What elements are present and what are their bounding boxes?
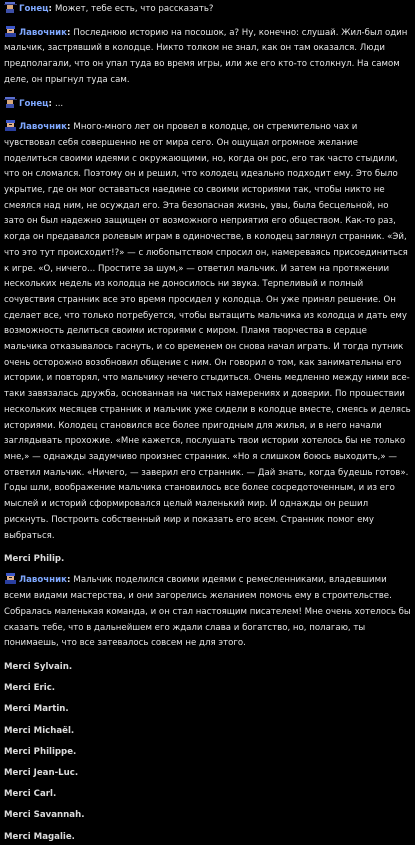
credit-line: Merci Magalie.	[4, 831, 75, 842]
speaker-colon: :	[66, 575, 74, 586]
merchant-portrait-icon	[4, 97, 17, 108]
credit-line: Merci Martin.	[4, 704, 69, 715]
speaker-name: Лавочник	[19, 122, 67, 133]
speaker-name: Гонец	[19, 4, 49, 14]
message-text: ...	[54, 98, 64, 109]
speaker-colon: :	[48, 4, 55, 14]
credit-line: Merci Carl.	[4, 789, 57, 800]
speaker-name: Лавочник	[19, 575, 67, 586]
merchant-portrait-icon	[4, 2, 17, 13]
message-text: Может, тебе есть, что рассказать?	[54, 4, 214, 14]
credit-line: Merci Sylvain.	[4, 661, 73, 672]
speaker-colon: :	[48, 98, 55, 109]
message-text: Много-много лет он провел в колодце, он стремительно чах и чувствовал себя совершенно не от мира сего. Он ощущал огромное желание поделиться своими идеями с окружающими, но, когда он рос, его так часто стыдили, что он сломался. Поэтому он и решил, что колодец идеально подходит ему. Это было укрытие, где он мог оставаться наедине со своими историями так, чтобы никто не смеялся над ним, не осуждал его. Эта безопасная жизнь, увы, была бесцельной, но зато он был надежно защищен от возможного неприятия его обществом. Как-то раз, когда он предавался ролевым играм в одиночестве, в колодец заглянул странник. «Эй, что это тут происходит!?» — с любопытством спросил он, намереваясь присоединиться к игре. «О, ничего... Простите за шум,» — ответил мальчик. И затем на протяжении нескольких недель из колодца не доносилось ни звука. Терпеливый и полный сочувствия странник все это время просидел у колодца. Он уже принял решение. Он сделает все, что только потребуется, чтобы вытащить мальчика из колодца и дать ему возможность делиться своими историями с миром. Пламя творчества в сердце мальчика отказывалось гаснуть, и со временем он снова начал играть. И тогда путник очень осторожно возобновил общение с ним. Он говорил о том, как занимательны его истории, и повторял, что мальчику нечего стыдиться. Очень медленно между ними все-таки завязалась дружба, основанная на чистых намерениях и доверии. По прошествии нескольких месяцев странник и мальчик уже сидели в колодце вместе, смеясь и делясь историями. Колодец становился все более пригодным для жилья, и в него начали заглядывать прохожие. «Мне кажется, послушать твои истории хотелось бы не только мне,» — однажды задумчиво произнес странник. «Но я слишком боюсь выходить,» — ответил мальчик. «Ничего, — заверил его странник. — Дай знать, когда будешь готов». Годы шли, воображение мальчика становилось все более сосредоточенным, и из его мыслей и историй сформировался целый маленький мир. И однажды он решил рискнуть. Построить собственный мир и показать его всем. Странник помог ему выбраться.	[4, 122, 411, 541]
message-text: Последнюю историю на посошок, а? Ну, конечно: слушай. Жил-был один мальчик, застрявший в колодце. Никто толком не знал, как он там оказался. Люди предполагали, что он упал туда во время игры, или же его кто-то столкнул. На самом деле, он прыгнул туда сам.	[4, 27, 408, 85]
shopkeeper-portrait-icon	[4, 26, 17, 37]
credit-line: Merci Philippe.	[4, 746, 77, 757]
message-text: Мальчик поделился своими идеями с ремесленниками, владевшими всеми видами мастерства, и они загорелись желанием помочь ему в строительстве. Собралась маленькая команда, и он стал настоящим писателем! Мне очень хотелось бы сказать тебе, что в дальнейшем его ждали слава и богатство, но, полагаю, ты понимаешь, что все затевалось совсем не для этого.	[4, 575, 411, 649]
speaker-name: Гонец	[19, 98, 49, 109]
chat-message	[4, 573, 411, 652]
credit-line: Merci Jean-Luc.	[4, 767, 79, 778]
shopkeeper-portrait-icon	[4, 120, 17, 131]
credit-line: Merci Eric.	[4, 683, 56, 694]
chat-message	[4, 120, 411, 544]
speaker-colon: :	[66, 122, 74, 133]
speaker-colon: :	[66, 27, 74, 38]
credit-line: Merci Philip.	[4, 554, 65, 565]
credit-line: Merci Savannah.	[4, 810, 85, 821]
credit-line: Merci Michaël.	[4, 725, 75, 736]
chat-message	[4, 26, 411, 89]
chat-message	[4, 2, 411, 18]
speaker-name: Лавочник	[19, 27, 67, 38]
chat-message	[4, 97, 411, 113]
shopkeeper-portrait-icon	[4, 573, 17, 584]
